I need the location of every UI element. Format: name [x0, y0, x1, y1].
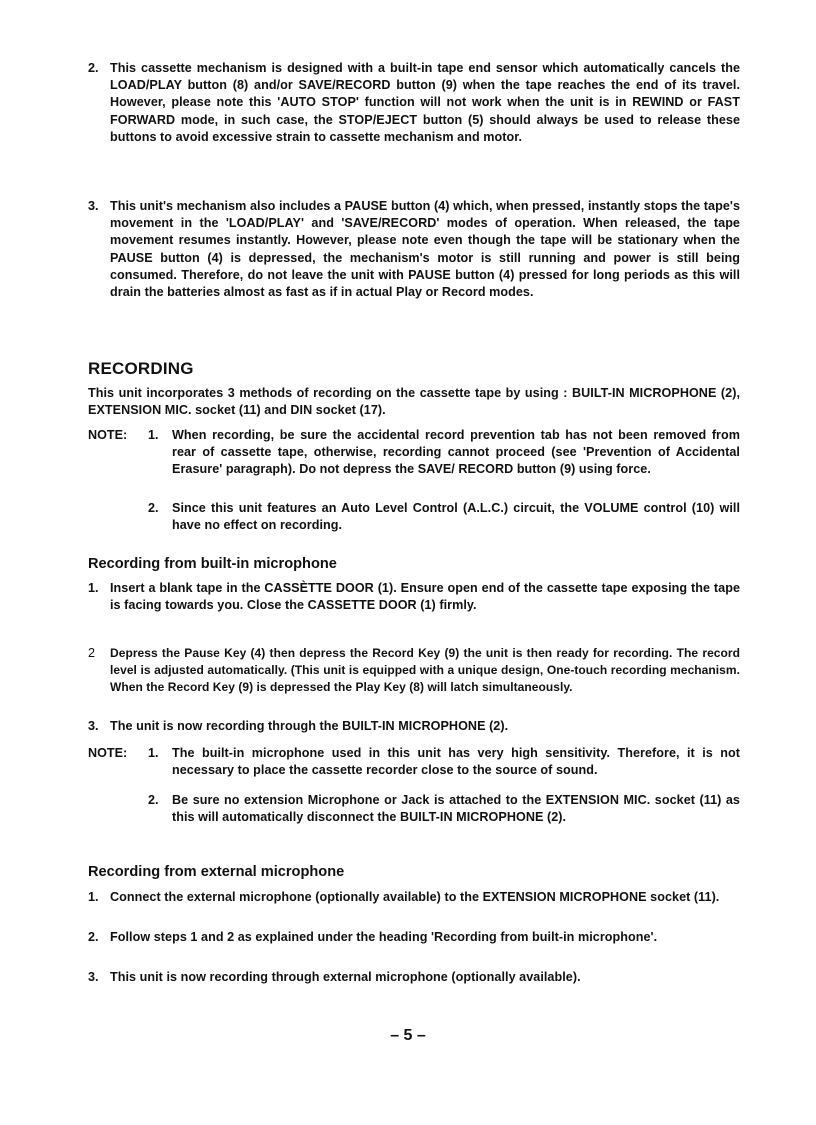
step-pause-record: Depress the Pause Key (4) then depress the Record Key (9) the unit is then ready for recording. The record level is adjusted automatically. (This unit is equipped with a unique design, One-touch recording mechanism. When the Record Key (9) is depressed the Play Key (8) will latch simultaneously.	[110, 646, 740, 695]
step-connect-mic: Connect the external microphone (optionally available) to the EXTENSION MICROPHONE socket (11).	[110, 890, 720, 904]
note-sensitivity: The built-in microphone used in this unit has very high sensitivity. Therefore, it is not necessary to place the cassette recorder close to the source of sound.	[172, 746, 740, 778]
step-number: 3.	[88, 719, 99, 733]
note-extension-disconnect: Be sure no extension Microphone or Jack is attached to the EXTENSION MIC. socket (11) as this will automatically disconnect the BUILT-IN MICROPHONE (2).	[172, 793, 740, 825]
list-number: 2.	[88, 61, 99, 75]
step-number: 2	[88, 646, 96, 660]
step-number: 2.	[88, 930, 99, 944]
list-number: 3.	[88, 199, 99, 213]
paragraph-auto-stop: This cassette mechanism is designed with a built-in tape end sensor which automatically cancels the LOAD/PLAY button (8) and/or SAVE/RECORD button (9) when the tape reaches the end of its travel. However, please note this 'AUTO STOP' function will not work when the unit is in REWIND or FAST FORWARD mode, in such case, the STOP/EJECT button (5) should always be used to release these buttons to avoid excessive strain to cassette mechanism and motor.	[110, 61, 740, 144]
note-number: 2.	[148, 793, 159, 807]
step-number: 1.	[88, 581, 99, 595]
note-label: NOTE:	[88, 746, 128, 760]
paragraph-pause-button: This unit's mechanism also includes a PAUSE button (4) which, when pressed, instantly stops the tape's movement in the 'LOAD/PLAY' and 'SAVE/RECORD' modes of operation. When released, the tape movement resumes instantly. However, please note even though the tape will be stationary when the PAUSE button (4) is depressed, the mechanism's motor is still running and power is still being consumed. Therefore, do not leave the unit with PAUSE button (4) pressed for long periods as this will drain the batteries almost as fast as if in actual Play or Record modes.	[110, 199, 740, 300]
page-number: – 5 –	[390, 1027, 426, 1044]
step-number: 1.	[88, 890, 99, 904]
section-heading-recording: RECORDING	[88, 359, 194, 378]
note-alc: Since this unit features an Auto Level Control (A.L.C.) circuit, the VOLUME control (10) will have no effect on recording.	[172, 501, 740, 533]
recording-intro: This unit incorporates 3 methods of recording on the cassette tape by using : BUILT-IN MICROPHONE (2), EXTENSION MIC. socket (11) and DIN socket (17).	[88, 386, 740, 418]
note-number: 1.	[148, 746, 159, 760]
note-tab-prevention: When recording, be sure the accidental record prevention tab has not been removed from rear of cassette tape, otherwise, recording cannot proceed (see 'Prevention of Accidental Erasure' paragraph). Do not depress the SAVE/ RECORD button (9) using force.	[172, 428, 740, 477]
step-insert-tape: Insert a blank tape in the CASSÈTTE DOOR (1). Ensure open end of the cassette tape exposing the tape is facing towards you. Close the CASSETTE DOOR (1) firmly.	[110, 581, 740, 613]
subheading-builtin-mic: Recording from built-in microphone	[88, 556, 337, 572]
step-external-recording: This unit is now recording through external microphone (optionally available).	[110, 970, 581, 984]
note-number: 1.	[148, 428, 159, 442]
subheading-external-mic: Recording from external microphone	[88, 864, 345, 880]
note-label: NOTE:	[88, 428, 128, 442]
step-now-recording: The unit is now recording through the BUILT-IN MICROPHONE (2).	[110, 719, 509, 733]
step-follow-steps: Follow steps 1 and 2 as explained under the heading 'Recording from built-in microphone'.	[110, 930, 658, 944]
step-number: 3.	[88, 970, 99, 984]
note-number: 2.	[148, 501, 159, 515]
